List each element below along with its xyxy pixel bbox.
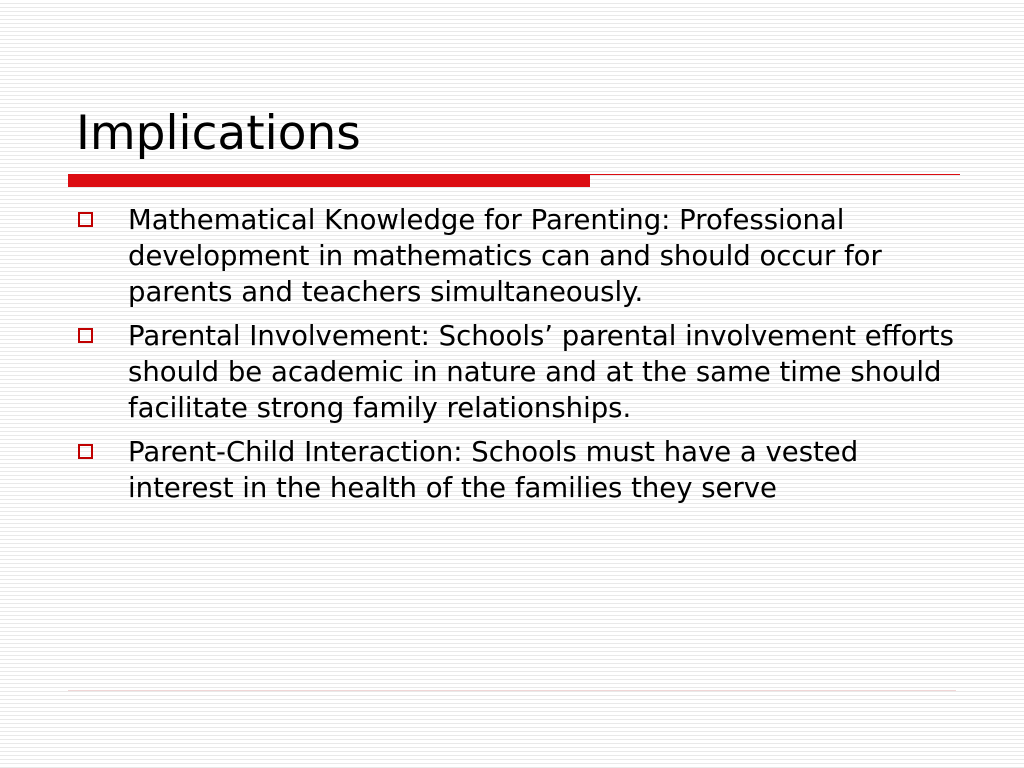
hollow-square-bullet-icon [78, 212, 93, 227]
bullet-text: Parental Involvement: Schools’ parental involvement efforts should be academic in nature and at the same time should facilitate strong family relationships. [128, 320, 954, 424]
list-item [76, 318, 956, 426]
bullet-list [76, 202, 956, 514]
hollow-square-bullet-icon [78, 328, 93, 343]
footer-divider [68, 690, 956, 691]
list-item [76, 434, 956, 506]
title-underline-thick [68, 174, 590, 187]
slide-title: Implications [76, 106, 361, 161]
hollow-square-bullet-icon [78, 444, 93, 459]
bullet-text: Mathematical Knowledge for Parenting: Professional development in mathematics can and should occur for parents and teachers simultaneously. [128, 204, 882, 308]
bullet-text: Parent-Child Interaction: Schools must have a vested interest in the health of the families they serve [128, 436, 859, 504]
list-item [76, 202, 956, 310]
title-underline-thin [590, 174, 960, 175]
